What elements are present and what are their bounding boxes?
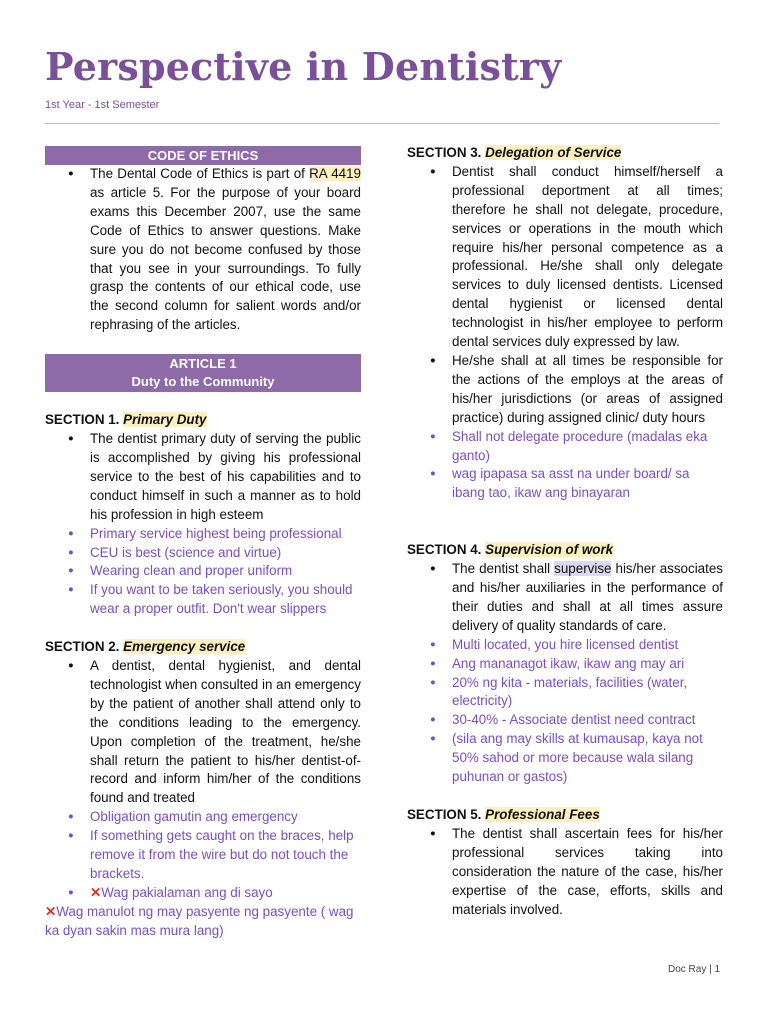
section-5-heading: SECTION 5. Professional Fees	[407, 807, 600, 822]
section-3-text: ● He/she shall at all times be responsible for the actions of the employs at the areas of his/her jurisdictions (or areas of assigned practice) during assigned clinic/ duty hours	[407, 352, 723, 428]
note-item: ● CEU is best (science and virtue)	[45, 544, 361, 563]
note-item: ● (sila ang may skills at kumausap, kaya not 50% sahod or more because wala silang puhunan or gastos)	[407, 730, 723, 787]
note-item: ● 30-40% - Associate dentist need contract	[407, 711, 723, 730]
section-2-text: ● A dentist, dental hygienist, and dental technologist when consulted in an emergency by the patient of another shall attend only to the conditions leading to the emergency. Upon completion of the treatment, he/she shall return the patient to his/her dentist-of-record and inform him/her of the conditions found and treated	[45, 657, 361, 808]
section-5-text: ● The dentist shall ascertain fees for his/her professional services taking into consideration the nature of the case, his/her expertise of the case, efforts, skills and materials involved.	[407, 825, 723, 920]
note-item: ● Obligation gamutin ang emergency	[45, 808, 361, 827]
loose-note: ✕Wag manulot ng may pasyente ng pasyente ( wag ka dyan sakin mas mura lang)	[45, 903, 354, 938]
note-item: ● If something gets caught on the braces, help remove it from the wire but do not touch the brackets.	[45, 827, 361, 884]
section-1-heading: SECTION 1. Primary Duty	[45, 412, 207, 428]
code-of-ethics-banner: CODE OF ETHICS	[45, 146, 361, 165]
section-3-heading: SECTION 3. Delegation of Service	[407, 145, 622, 160]
page-title: Perspective in Dentistry	[45, 44, 562, 89]
article-1-banner	[45, 354, 361, 392]
left-column	[45, 144, 361, 941]
section-1-list	[45, 430, 361, 619]
note-item: ● ✕Wag pakialaman ang di sayo	[45, 884, 361, 903]
ra-highlight: RA 4419	[309, 166, 361, 181]
cross-mark-icon: ✕	[90, 884, 102, 900]
article-1-subheading: Duty to the Community	[131, 374, 275, 390]
section-1-text: ● The dentist primary duty of serving the public is accomplished by giving his professional service to the best of his capabilities and to conduct himself in such a manner as to hold his profession in high esteem	[45, 430, 361, 525]
section-4-list	[407, 560, 723, 787]
header-divider	[45, 123, 719, 124]
intro-bullet: ● The Dental Code of Ethics is part of RA 4419 as article 5. For the purpose of your board exams this December 2007, use the same Code of Ethics to answer questions. Make sure you do not become confused by those that you see in your surroundings. To fully grasp the contents of our ethical code, use the second column for salient words and/or rephrasing of the articles.	[45, 165, 361, 335]
intro-list	[45, 165, 361, 335]
section-3-text: ● Dentist shall conduct himself/herself a professional deportment at all times; therefore he shall not delegate, procedure, services or operations in the mouth which require his/her personal competence as a professional. He/she shall only delegate services to duly licensed dentists. Licensed dental hygienist or licensed dental technologist in his/her employee to perform dental services duly expressed by law.	[407, 163, 723, 352]
section-2-heading: SECTION 2. Emergency service	[45, 639, 246, 655]
page-subtitle: 1st Year - 1st Semester	[45, 99, 160, 111]
page-footer: Doc Ray | 1	[668, 964, 721, 975]
cross-mark-icon: ✕	[45, 903, 57, 919]
note-item: ● Wearing clean and proper uniform	[45, 562, 361, 581]
note-item: ● Shall not delegate procedure (madalas eka ganto)	[407, 428, 723, 466]
note-item: ● 20% ng kita - materials, facilities (water, electricity)	[407, 674, 723, 712]
section-4-heading: SECTION 4. Supervision of work	[407, 542, 614, 558]
supervise-highlight: supervise	[554, 561, 612, 577]
note-item: ● wag ipapasa sa asst na under board/ sa ibang tao, ikaw ang binayaran	[407, 465, 723, 503]
section-2-list	[45, 657, 361, 903]
note-item: ● Primary service highest being professional	[45, 525, 361, 544]
section-4-text: ● The dentist shall supervise his/her associates and his/her auxiliaries in the performance of their duties and shall at all times assure delivery of quality standards of care.	[407, 560, 723, 636]
note-item: ● Ang mananagot ikaw, ikaw ang may ari	[407, 655, 723, 674]
note-item: ● If you want to be taken seriously, you should wear a proper outfit. Don't wear slippers	[45, 581, 361, 619]
note-item: ● Multi located, you hire licensed dentist	[407, 636, 723, 655]
right-column	[407, 144, 723, 919]
article-1-heading: ARTICLE 1	[169, 356, 237, 372]
section-5-list	[407, 825, 723, 920]
section-3-list	[407, 163, 723, 503]
